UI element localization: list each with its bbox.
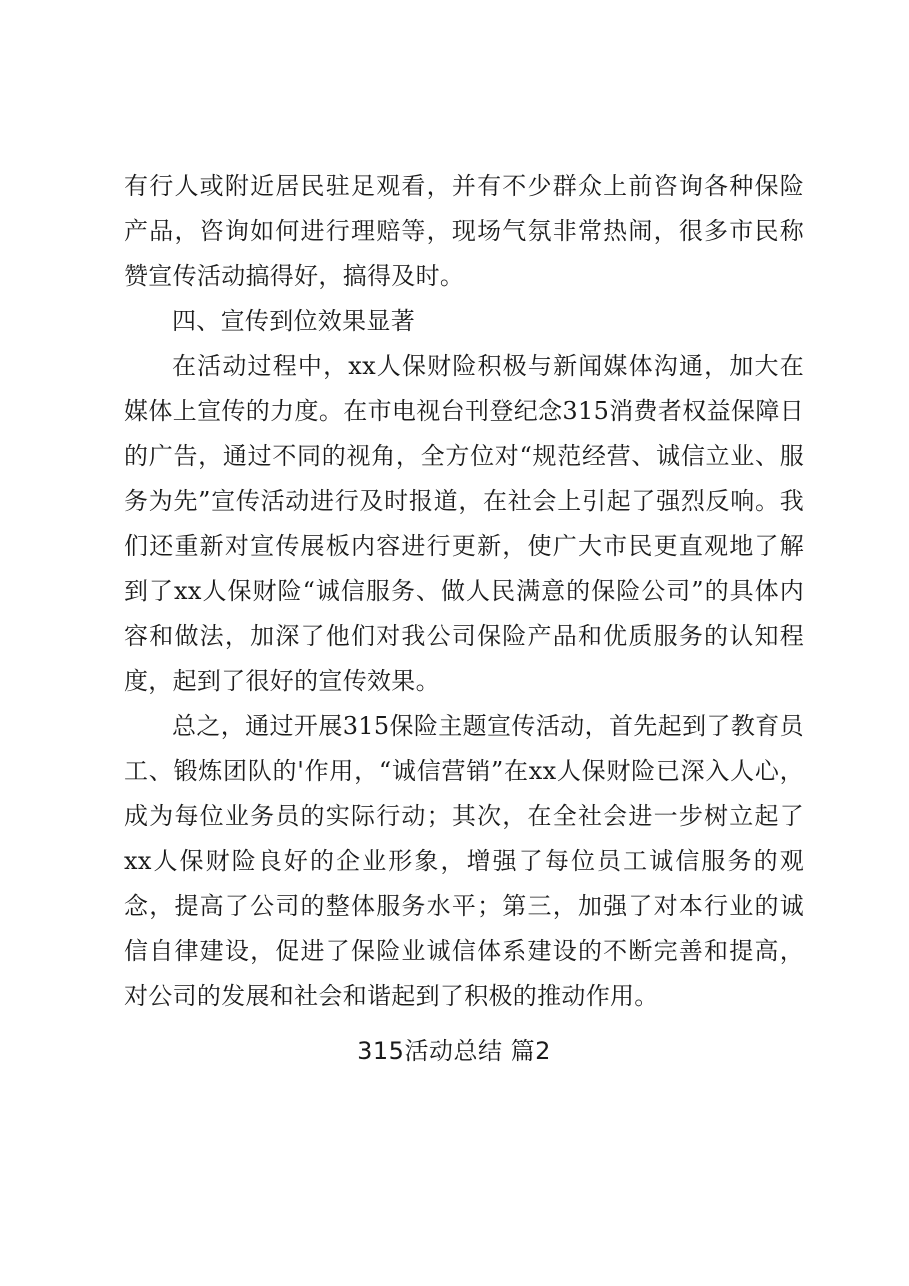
- paragraph-conclusion: 总之，通过开展315保险主题宣传活动，首先起到了教育员工、锻炼团队的'作用，“诚信营销”在xx人保财险已深入人心，成为每位业务员的实际行动；其次，在全社会进一步树立起了xx人保财险良好的企业形象，增强了每位员工诚信服务的观念，提高了公司的整体服务水平；第三，加强了对本行业的诚信自律建设，促进了保险业诚信体系建设的不断完善和提高，对公司的发展和社会和谐起到了积极的推动作用。: [124, 712, 804, 1010]
- paragraph-media-promotion: 在活动过程中，xx人保财险积极与新闻媒体沟通，加大在媒体上宣传的力度。在市电视台刊登纪念315消费者权益保障日的广告，通过不同的视角，全方位对“规范经营、诚信立业、服务为先”宣传活动进行及时报道，在社会上引起了强烈反响。我们还重新对宣传展板内容进行更新，使广大市民更直观地了解到了xx人保财险“诚信服务、做人民满意的保险公司”的具体内容和做法，加深了他们对我公司保险产品和优质服务的认知程度，起到了很好的宣传效果。: [124, 352, 804, 695]
- paragraph-continuation: 有行人或附近居民驻足观看，并有不少群众上前咨询各种保险产品，咨询如何进行理赔等，现场气氛非常热闹，很多市民称赞宣传活动搞得好，搞得及时。: [124, 172, 804, 290]
- section-title: 315活动总结 篇2: [357, 1037, 551, 1065]
- section-heading-four: 四、宣传到位效果显著: [172, 307, 415, 335]
- document-body: [124, 164, 804, 1074]
